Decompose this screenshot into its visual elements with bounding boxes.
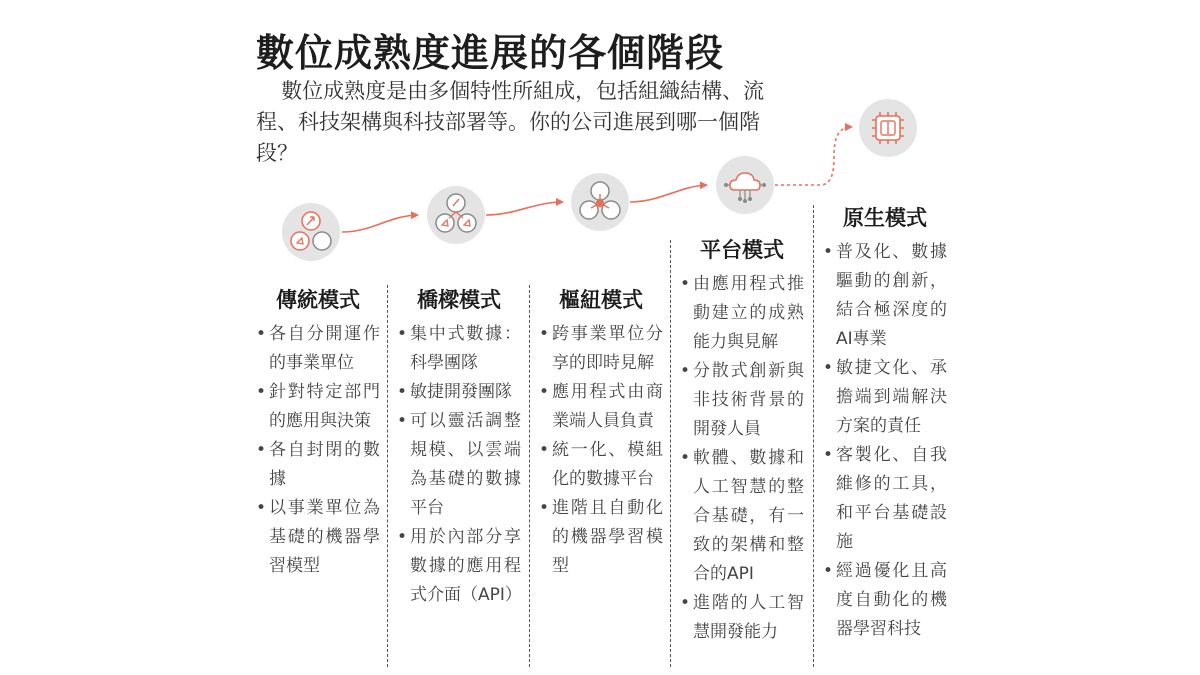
stage-column-2 [397, 284, 521, 610]
stage-title: 橋樑模式 [417, 288, 501, 312]
stage-bullet: • 軟體、數據和人工智慧的整合基礎，有一致的架構和整合的API [680, 444, 804, 589]
stage-bullet: • 經過優化且高度自動化的機器學習科技 [823, 557, 947, 644]
stage-column-3 [539, 284, 663, 581]
stage-column-1 [256, 284, 380, 581]
three-circles-bridge-icon [427, 186, 485, 244]
stage-bullet: • 敏捷開發團隊 [397, 378, 521, 407]
stage-bullet: • 針對特定部門的應用與決策 [256, 378, 380, 436]
stage-bullet: • 進階的人工智慧開發能力 [680, 589, 804, 647]
ai-chip-icon [859, 99, 917, 157]
connector-1-2 [342, 215, 418, 232]
stage-title: 傳統模式 [276, 288, 360, 312]
stage-bullet: • 應用程式由商業端人員負責 [539, 378, 663, 436]
connector-4-5 [775, 127, 852, 185]
divider-2 [529, 285, 530, 667]
intro-paragraph: 數位成熟度是由多個特性所組成，包括組織結構、流程、科技架構與科技部署等。你的公司進展到哪一個階段？ [256, 79, 765, 165]
stage-title: 平台模式 [700, 238, 784, 262]
stage-bullet: • 各自分開運作的事業單位 [256, 320, 380, 378]
stage-bullet: • 可以靈活調整規模、以雲端為基礎的數據平台 [397, 407, 521, 523]
stage-bullet: • 普及化、數據驅動的創新，結合極深度的AI專業 [823, 238, 947, 354]
divider-1 [387, 285, 388, 667]
stage-bullet: • 進階且自動化的機器學習模型 [539, 494, 663, 581]
stage-bullet: • 由應用程式推動建立的成熟能力與見解 [680, 270, 804, 357]
divider-4 [813, 205, 814, 667]
stage-bullet: • 集中式數據：科學團隊 [397, 320, 521, 378]
connector-3-4 [630, 185, 707, 202]
stage-column-4 [680, 234, 804, 647]
stage-title: 原生模式 [843, 206, 927, 230]
cloud-network-icon [716, 156, 774, 214]
stage-bullet: • 以事業單位為基礎的機器學習模型 [256, 494, 380, 581]
page-title: 數位成熟度進展的各個階段 [256, 31, 725, 75]
stage-bullet: • 用於內部分享數據的應用程式介面（API） [397, 523, 521, 610]
stage-title: 樞紐模式 [559, 288, 643, 312]
two-circles-icon [282, 203, 340, 261]
stage-bullet: • 敏捷文化、承擔端到端解決方案的責任 [823, 354, 947, 441]
hub-circles-icon [571, 173, 629, 231]
divider-3 [670, 240, 671, 667]
stage-bullet: • 客製化、自我維修的工具，和平台基礎設施 [823, 441, 947, 557]
stage-bullet: • 各自封閉的數據 [256, 436, 380, 494]
stage-bullet: • 分散式創新與非技術背景的開發人員 [680, 357, 804, 444]
connector-2-3 [486, 202, 563, 215]
stage-bullet: • 跨事業單位分享的即時見解 [539, 320, 663, 378]
stage-bullet: • 統一化、模組化的數據平台 [539, 436, 663, 494]
stage-column-5 [823, 202, 947, 644]
intro-text [256, 76, 766, 169]
